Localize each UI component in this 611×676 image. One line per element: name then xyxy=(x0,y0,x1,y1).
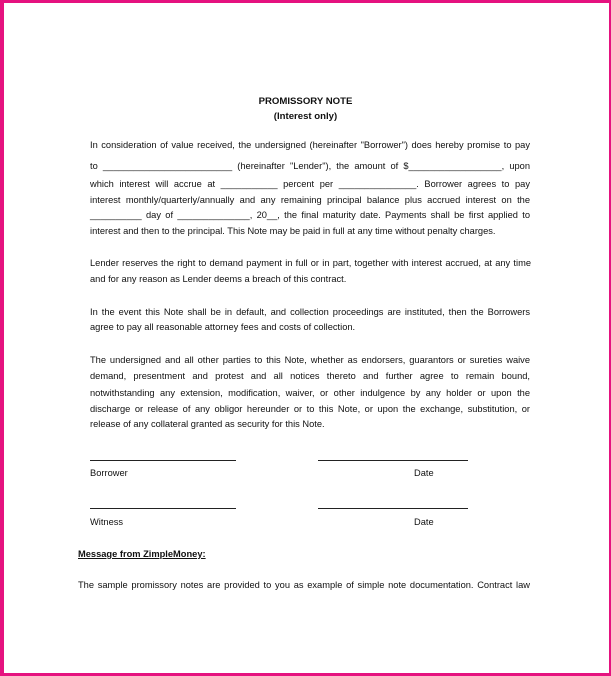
paragraph-line: Lender reserves the right to demand payment in full or in part, together with interest accrued, at any time xyxy=(90,258,531,268)
paragraph-line: In consideration of value received, the undersigned (hereinafter "Borrower") does hereby promise to pay xyxy=(90,140,530,150)
paragraph-line: discharge or release of any obligor hereunder or to this Note, or upon the exchange, substitution, or xyxy=(90,404,530,414)
borrower-date-line xyxy=(318,460,468,461)
borrower-date-label: Date xyxy=(414,468,434,478)
paragraph-line: interest monthly/quarterly/annually and any remaining principal balance plus accrued interest on the xyxy=(90,195,530,205)
witness-signature-line xyxy=(90,508,236,509)
document-subtitle: (Interest only) xyxy=(273,111,338,122)
message-text: The sample promissory notes are provided to you as example of simple note documentation. Contract law xyxy=(78,580,530,590)
document-title: PROMISSORY NOTE xyxy=(258,96,353,107)
paragraph-line: release of any collateral granted as security for this Note. xyxy=(90,419,325,429)
paragraph-line: The undersigned and all other parties to this Note, whether as endorsers, guarantors or sureties waive xyxy=(90,355,530,365)
paragraph-line: and for any reason as Lender deems a breach of this contract. xyxy=(90,274,347,284)
paragraph-line: agree to pay all reasonable attorney fees and costs of collection. xyxy=(90,322,356,332)
borrower-label: Borrower xyxy=(90,468,128,478)
borrower-signature-line xyxy=(90,460,236,461)
paragraph-line: interest and then to the principal. This Note may be paid in full at any time without penalty charges. xyxy=(90,226,496,236)
message-heading: Message from ZimpleMoney: xyxy=(78,549,206,559)
paragraph-line: which interest will accrue at ___________ percent per _______________. Borrower agrees to pay xyxy=(90,179,530,189)
paragraph-line: notwithstanding any extension, modification, waiver, or other indulgence by any holder or upon the xyxy=(90,388,530,398)
paragraph-line: In the event this Note shall be in default, and collection proceedings are instituted, then the Borrowers xyxy=(90,307,530,317)
paragraph-line: to _________________________ (hereinafter "Lender"), the amount of $__________________, upon xyxy=(90,161,530,171)
witness-label: Witness xyxy=(90,517,124,527)
witness-date-line xyxy=(318,508,468,509)
witness-date-label: Date xyxy=(414,517,434,527)
paragraph-line: __________ day of ______________, 20__, the final maturity date. Payments shall be first applied to xyxy=(90,210,530,220)
paragraph-line: demand, presentment and protest and all notices thereto and further agree to remain bound, xyxy=(90,371,530,381)
